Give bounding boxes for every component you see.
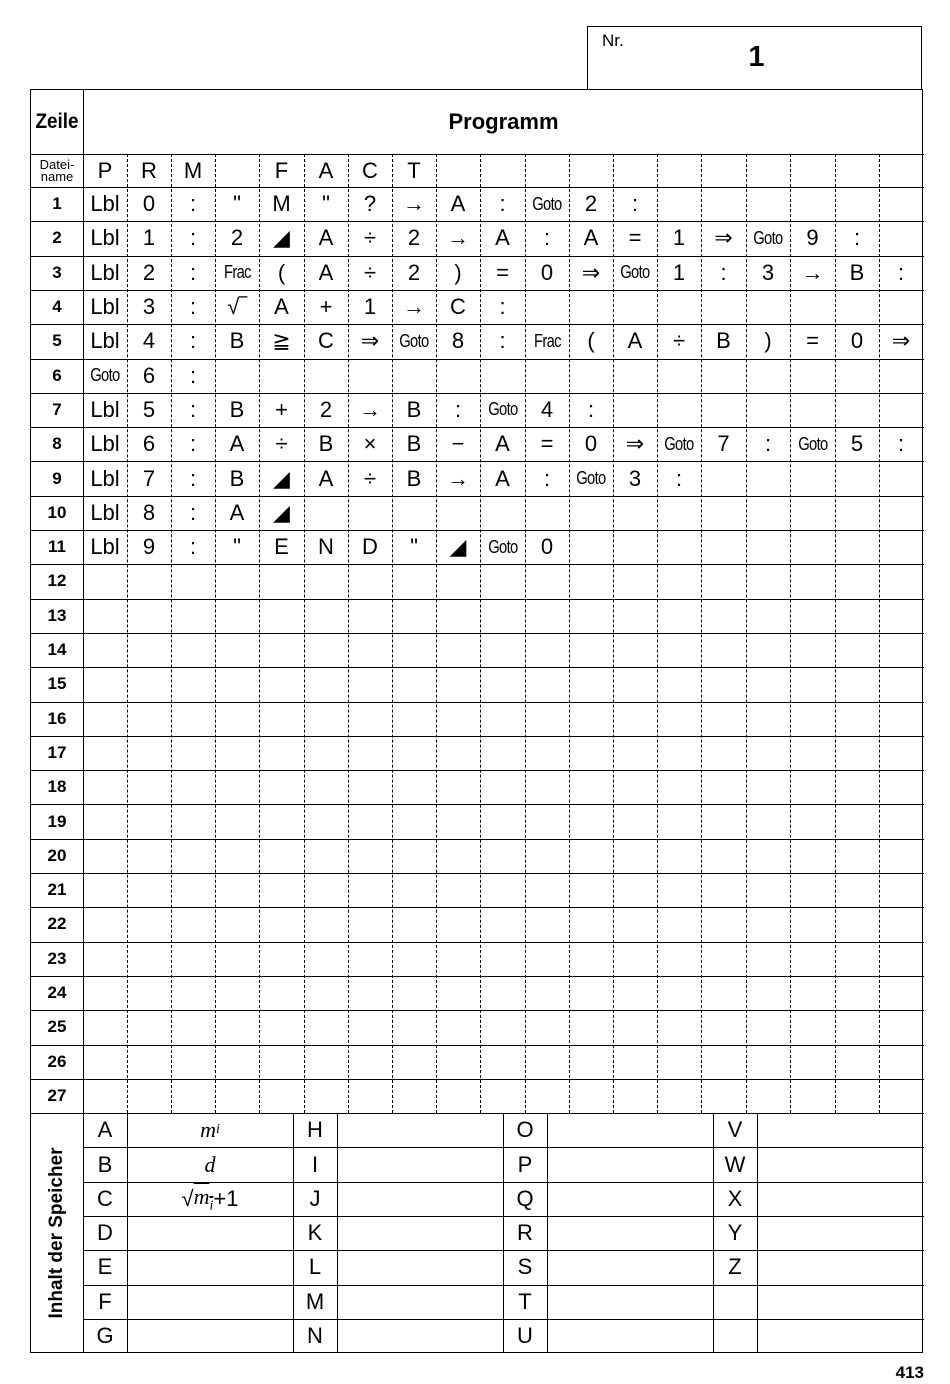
program-token: B [229,465,245,491]
program-token: ? [363,191,377,217]
program-token: : [189,259,197,285]
program-token [746,221,790,255]
program-token: B [849,259,865,285]
nr-label: Nr. [602,31,624,50]
program-token: 5 [850,431,864,457]
program-token: : [189,499,197,525]
memory-register: U [517,1323,533,1349]
memory-register: S [517,1254,533,1280]
memory-register: J [309,1185,321,1211]
memory-register: Q [516,1185,534,1211]
row-number: 21 [47,880,67,900]
program-token: 2 [584,191,598,217]
program-token: 2 [142,259,156,285]
program-token: A [450,191,466,217]
dashed-column-rule [304,154,305,1113]
program-token: 0 [850,328,864,354]
program-token: A [627,328,643,354]
program-token: ◢ [273,465,290,491]
program-token: ⇒ [714,225,733,251]
program-token: : [587,396,595,422]
program-token: = [496,259,509,285]
dashed-column-rule [879,154,880,1113]
program-token: = [806,328,819,354]
program-token-text: Goto [664,433,694,454]
row-number: 9 [52,468,62,488]
program-token: A [229,499,245,525]
memory-register: H [307,1117,323,1143]
program-token: 2 [407,225,421,251]
program-token: A [318,465,334,491]
memory-register: V [727,1117,743,1143]
program-token: A [495,465,510,491]
memory-row-rule [83,1319,924,1320]
program-token: → [447,225,469,251]
program-token: B [229,396,245,422]
program-token: 3 [628,465,642,491]
row-number: 4 [52,297,62,317]
row-number: 11 [48,537,66,557]
program-token: Lbl [90,294,120,320]
memory-value: d [204,1151,216,1177]
program-token: = [540,431,554,457]
program-token: Lbl [90,225,120,251]
program-token: 3 [142,294,156,320]
row-number: 25 [47,1017,67,1037]
program-token: : [897,259,905,285]
row-number: 5 [52,331,62,351]
row-number: 27 [47,1085,67,1105]
program-token: : [189,191,197,217]
program-token: 5 [142,396,156,422]
program-token: C [450,294,466,320]
program-token: ⇒ [360,328,380,354]
program-token: B [716,328,731,354]
program-token: 1 [363,294,377,320]
program-token: Lbl [90,499,120,525]
memory-register: F [98,1288,112,1314]
program-token [525,187,569,221]
number-box [587,26,922,89]
program-token-text: Goto [90,365,120,386]
program-token-text: Goto [399,330,429,351]
memory-letter-rule [547,1113,548,1353]
program-token: E [274,534,289,560]
memory-row-rule [83,1147,924,1148]
program-token: : [675,465,683,491]
memory-register: P [517,1151,533,1177]
dashed-column-rule [348,154,349,1113]
program-token: → [403,294,425,320]
row-number: 2 [52,228,62,248]
dashed-column-rule [835,154,836,1113]
memory-register: E [97,1254,113,1280]
program-token: Lbl [90,431,120,457]
dashed-column-rule [436,154,437,1113]
program-token: ⇒ [625,431,645,457]
program-token: : [543,225,551,251]
program-token: ÷ [363,465,377,491]
program-token: ◢ [273,499,290,525]
program-token: 6 [142,362,156,388]
memory-register: B [97,1151,113,1177]
dashed-column-rule [171,154,172,1113]
program-token: ) [454,259,462,285]
program-token-text: Frac [533,330,561,351]
program-token: = [628,225,642,251]
program-token: + [319,294,333,320]
zeile-header: Zeile [35,110,79,133]
row-number: 22 [47,914,67,934]
program-token: × [363,431,377,457]
memory-label: Inhalt der Speicher [46,1147,67,1319]
memory-register: L [308,1254,322,1280]
program-token: N [318,534,334,560]
program-token: B [406,465,422,491]
memory-register: A [97,1117,113,1143]
program-token [790,427,835,461]
program-token: A [274,294,289,320]
row-number: 15 [47,674,67,694]
program-token: A [318,259,334,285]
memory-register: W [724,1151,746,1177]
row-number: 10 [47,502,67,522]
program-token: ⇒ [581,259,601,285]
memory-register: C [97,1185,113,1211]
dashed-column-rule [525,154,526,1113]
program-token [480,393,525,427]
memory-row-rule [83,1250,924,1251]
program-token: A [583,225,599,251]
memory-row-rule [83,1285,924,1286]
program-token: − [451,431,465,457]
dashed-column-rule [259,154,260,1113]
program-token: M [272,191,291,217]
memory-register: K [307,1220,323,1246]
row-number: 26 [47,1051,67,1071]
program-token: 1 [672,225,686,251]
dateiname-label: Datei- name [39,156,75,184]
memory-register: Y [727,1220,743,1246]
memory-register: M [305,1288,325,1314]
dashed-column-rule [569,154,570,1113]
memory-row-rule [83,1182,924,1183]
program-token: : [189,465,197,491]
filename-char: R [141,157,157,183]
program-token [569,461,613,495]
program-token: 0 [540,534,554,560]
program-token: : [853,225,861,251]
program-token: : [189,534,197,560]
program-token: " [410,534,418,560]
program-token: ) [764,328,772,354]
page-number: 413 [895,1363,924,1382]
program-token: A [229,431,245,457]
program-token: ÷ [672,328,686,354]
program-token: Lbl [90,465,120,491]
program-token: Lbl [90,259,120,285]
memory-register: O [516,1117,534,1143]
program-token [392,324,436,358]
program-token-text: Goto [753,227,783,248]
row-number: 14 [47,640,67,660]
program-token: 2 [407,259,421,285]
program-token-text: Frac [223,262,251,283]
memory-register: D [97,1220,113,1246]
program-token-text: Goto [532,193,562,214]
program-token [480,530,525,564]
program-token: → [403,191,425,217]
memory-letter-rule [757,1113,758,1353]
row-number: 1 [52,194,62,214]
program-sheet [30,89,923,1353]
row-number: 7 [52,399,62,419]
program-token: Lbl [90,328,120,354]
program-token: : [189,396,197,422]
filename-char: P [97,157,113,183]
memory-register: T [518,1288,532,1314]
program-token: C [318,328,334,354]
program-token-text: Goto [576,468,606,489]
program-token: B [406,431,422,457]
program-token: 4 [540,396,554,422]
row-number: 16 [47,708,67,728]
program-token: 0 [540,259,554,285]
program-token: : [499,191,506,217]
program-token: ÷ [275,431,288,457]
program-token [83,359,127,393]
program-token: : [189,225,197,251]
row-number: 20 [47,845,67,865]
program-token-text: Goto [487,536,518,557]
program-token [525,324,569,358]
nr-value: 1 [748,41,765,73]
program-token: 2 [230,225,244,251]
program-token: + [275,396,288,422]
row-number: 18 [47,777,67,797]
program-token: 9 [142,534,156,560]
programm-header: Programm [448,109,559,134]
program-token-text: Goto [487,399,518,420]
program-token: 7 [717,431,730,457]
memory-register: G [96,1323,114,1349]
dashed-column-rule [790,154,791,1113]
program-token: √‾ [227,294,247,320]
program-token: Lbl [90,534,120,560]
program-token: A [318,225,334,251]
filename-char: C [362,157,378,183]
filename-char: A [318,157,334,183]
program-token: : [189,294,197,320]
dashed-column-rule [480,154,481,1113]
row-number: 13 [47,605,67,625]
program-token: 9 [806,225,819,251]
program-token: 6 [142,431,156,457]
program-token [613,256,657,290]
program-token: B [229,328,245,354]
program-token: A [495,431,510,457]
program-token: : [764,431,772,457]
program-token: : [543,465,551,491]
program-token: ÷ [363,225,377,251]
dashed-column-rule [746,154,747,1113]
program-token: 2 [319,396,333,422]
filename-char: T [407,157,421,183]
program-token-text: Goto [620,262,650,283]
program-token: B [406,396,422,422]
program-token: : [897,431,905,457]
dashed-column-rule [215,154,216,1113]
program-token: : [189,362,197,388]
program-token: : [499,294,506,320]
program-token: 0 [142,191,156,217]
row-number: 6 [52,365,62,385]
program-token: 8 [451,328,465,354]
program-token: Lbl [90,396,120,422]
memory-register: I [311,1151,319,1177]
memory-register: Z [728,1254,742,1280]
memory-value: √ $m_i$ +1 [181,1183,239,1214]
memory-register [713,1319,757,1353]
program-token: ≧ [272,328,291,354]
program-token: : [189,328,197,354]
program-token: → [359,396,381,422]
row-number: 17 [47,742,67,762]
program-token: ( [587,328,595,354]
program-token: 8 [142,499,156,525]
program-token: A [495,225,510,251]
row-number: 3 [52,262,62,282]
program-token: : [189,431,197,457]
program-token: ◢ [273,225,290,251]
dashed-column-rule [657,154,658,1113]
row-number: 12 [47,571,67,591]
program-token: : [631,191,639,217]
memory-letter-rule [337,1113,338,1353]
program-token: 4 [142,328,156,354]
program-token: ◢ [449,534,467,560]
memory-value: m i [200,1117,220,1143]
program-token: ÷ [363,259,377,285]
dashed-column-rule [613,154,614,1113]
filename-char: F [274,157,289,183]
program-token: B [318,431,334,457]
dashed-column-rule [392,154,393,1113]
program-token: Lbl [90,191,120,217]
program-token: → [801,259,824,285]
program-token: 7 [142,465,156,491]
dashed-column-rule [701,154,702,1113]
program-token [657,427,701,461]
memory-register: X [727,1185,743,1211]
program-token: 0 [584,431,598,457]
program-token: 1 [142,225,156,251]
program-token: " [322,191,330,217]
program-token: " [233,191,241,217]
program-token [215,256,259,290]
program-token: D [362,534,378,560]
memory-register [713,1285,757,1319]
program-token: ⇒ [891,328,911,354]
program-token: → [447,465,469,491]
program-token-text: Goto [797,433,828,454]
memory-row-rule [83,1216,924,1217]
row-number: 24 [47,983,67,1003]
program-token: " [233,534,241,560]
row-number: 23 [47,948,67,968]
row-number: 19 [47,811,67,831]
memory-register: N [307,1323,323,1349]
program-token: ( [277,259,286,285]
program-token: 3 [761,259,775,285]
program-token: 1 [672,259,686,285]
program-token: : [499,328,506,354]
program-token: : [720,259,727,285]
filename-char: M [183,157,203,183]
dashed-column-rule [127,154,128,1113]
program-token: : [454,396,462,422]
row-number: 8 [52,434,62,454]
memory-register: R [517,1220,533,1246]
